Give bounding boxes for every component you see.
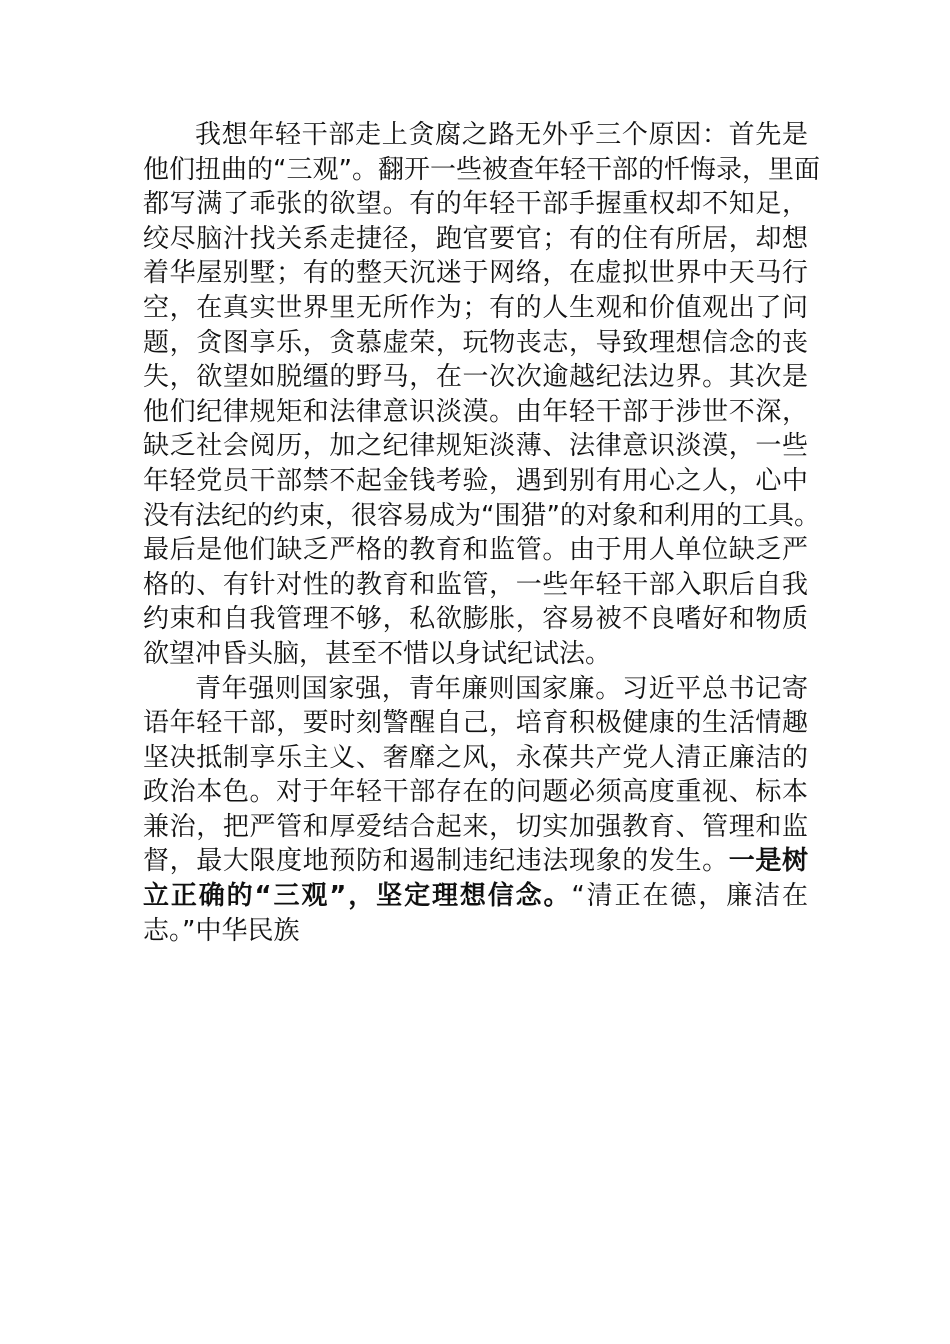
text-run: 青年强则国家强，青年廉则国家廉。习近平总书记寄 [195, 673, 808, 704]
text-run: 兼治，把严管和厚爱结合起来，切实加强教育、管理和监 [143, 811, 808, 842]
text-line [143, 118, 808, 153]
bold-text-run: 立正确的“三观”，坚定理想信念。 [143, 881, 572, 912]
text-line [143, 741, 808, 776]
text-run: 他们纪律规矩和法律意识淡漠。由年轻干部于涉世不深， [143, 396, 808, 427]
text-line [143, 810, 808, 845]
text-run: 政治本色。对于年轻干部存在的问题必须高度重视、标本 [143, 777, 808, 808]
text-run: 空，在真实世界里无所作为；有的人生观和价值观出了问 [143, 292, 808, 323]
text-line [143, 568, 808, 603]
text-line [143, 775, 808, 810]
text-line [143, 395, 808, 430]
text-run: 约束和自我管理不够，私欲膨胀，容易被不良嗜好和物质 [143, 604, 808, 635]
text-run: 我想年轻干部走上贪腐之路无外乎三个原因：首先是 [195, 120, 808, 150]
text-run: 都写满了乖张的欲望。有的年轻干部手握重权却不知足， [143, 189, 808, 220]
paragraph-2 [143, 672, 808, 949]
text-run: “清正在德，廉洁在 [571, 881, 808, 912]
text-line [143, 222, 808, 257]
text-line [143, 360, 808, 395]
text-run: 绞尽脑汁找关系走捷径，跑官要官；有的住有所居，却想 [143, 223, 808, 254]
text-line [143, 429, 808, 464]
text-line [143, 153, 820, 188]
text-line [143, 187, 808, 222]
text-run: 着华屋别墅；有的整天沉迷于网络，在虚拟世界中天马行 [143, 258, 808, 289]
text-run: 格的、有针对性的教育和监管，一些年轻干部入职后自我 [143, 569, 808, 600]
text-run: 最后是他们缺乏严格的教育和监管。由于用人单位缺乏严 [143, 535, 808, 566]
text-run: 他们扭曲的“三观”。翻开一些被查年轻干部的忏悔录，里面 [143, 154, 820, 185]
text-run: 语年轻干部，要时刻警醒自己，培育积极健康的生活情趣 [143, 708, 808, 739]
text-line [143, 291, 808, 326]
text-line [143, 256, 808, 291]
text-run: 年轻党员干部禁不起金钱考验，遇到别有用心之人，心中 [143, 465, 808, 496]
document-body [143, 118, 820, 948]
text-line [143, 533, 808, 568]
text-line [143, 706, 808, 741]
text-run: 坚决抵制享乐主义、奢靡之风，永葆共产党人清正廉洁的 [143, 742, 808, 773]
text-run: 失，欲望如脱缰的野马，在一次次逾越纪法边界。其次是 [143, 362, 808, 393]
text-line [143, 499, 820, 534]
paragraph-1 [143, 118, 820, 672]
text-run: 志。”中华民族 [143, 915, 300, 946]
text-run: 缺乏社会阅历，加之纪律规矩淡薄、法律意识淡漠，一些 [143, 431, 808, 462]
text-line [143, 326, 808, 361]
text-run: 题，贪图享乐，贪慕虚荣，玩物丧志，导致理想信念的丧 [143, 327, 808, 358]
text-run: 督，最大限度地预防和遏制违纪违法现象的发生。 [143, 846, 729, 877]
text-line [143, 464, 808, 499]
text-run: 欲望冲昏头脑，甚至不惜以身试纪试法。 [143, 638, 612, 669]
text-line [143, 637, 808, 672]
text-line [143, 914, 808, 949]
text-line [143, 844, 808, 879]
text-line [143, 602, 808, 637]
text-line [143, 879, 808, 914]
bold-text-run: 一是树 [728, 846, 808, 877]
text-run: 没有法纪的约束，很容易成为“围猎”的对象和利用的工具。 [143, 500, 820, 531]
text-line [143, 672, 808, 707]
